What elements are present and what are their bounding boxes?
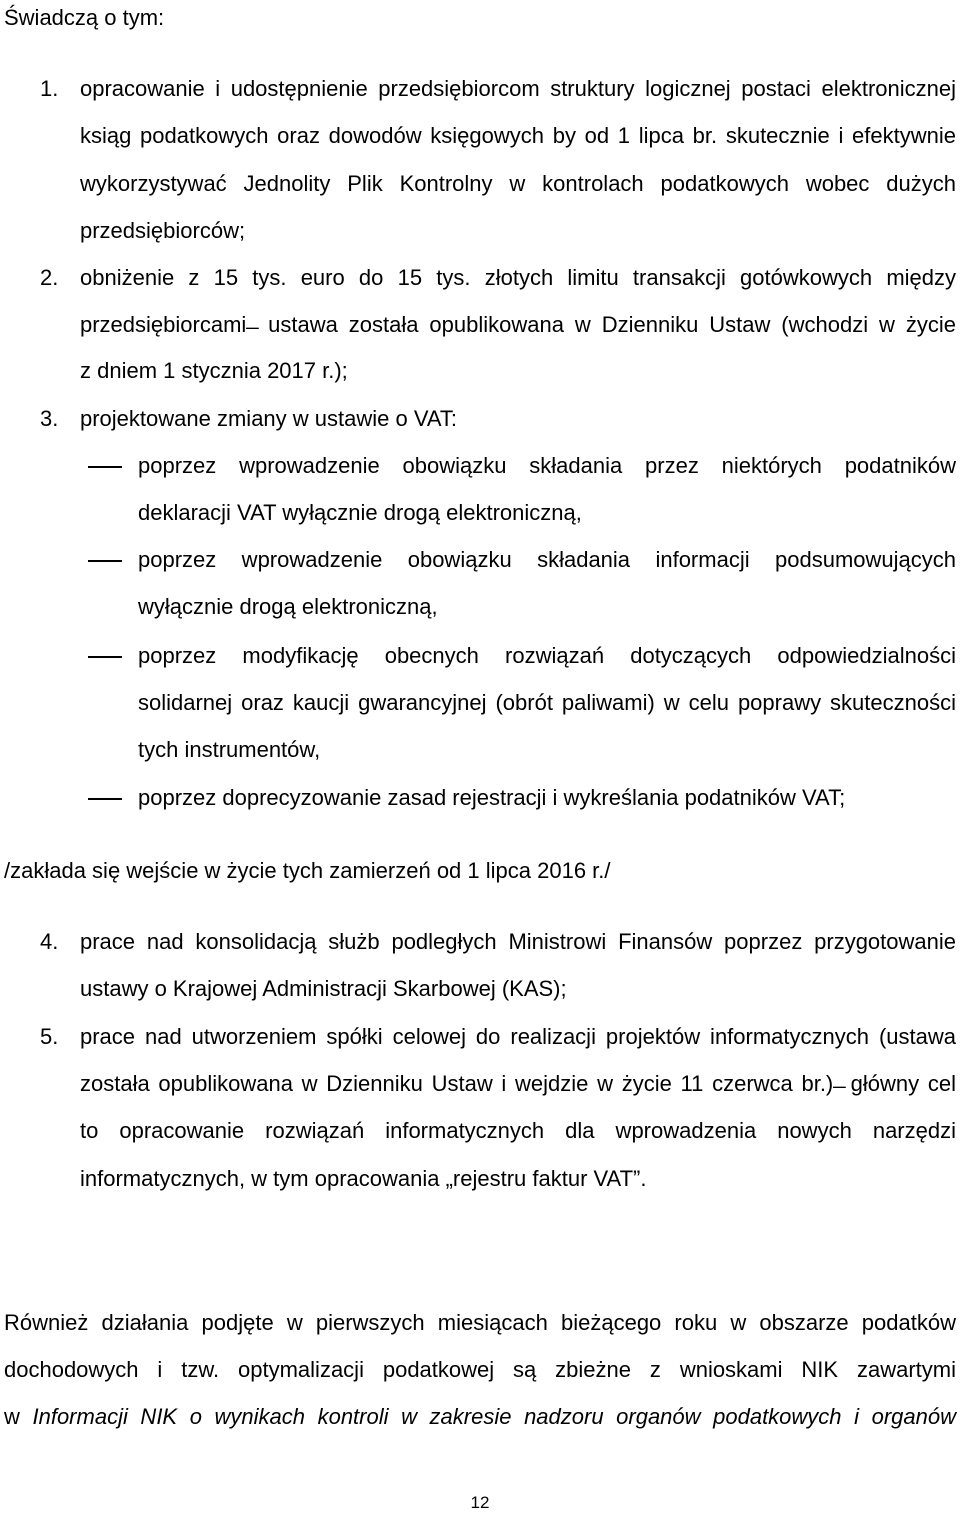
item-5-line-4: informatycznych, w tym opracowania „rejestru faktur VAT”. <box>80 1166 647 1191</box>
item-1-line-4: przedsiębiorców; <box>80 218 246 243</box>
item-3-bullet-3-line-2: solidarnej oraz kaucji gwarancyjnej (obrót paliwami) w celu poprawy skuteczności <box>138 690 956 715</box>
item-3-bullet-3-line-3: tych instrumentów, <box>138 737 321 762</box>
item-2-line-3: z dniem 1 stycznia 2017 r.); <box>80 358 348 383</box>
page-number: 12 <box>470 1493 490 1512</box>
closing-paragraph-line-3 <box>4 1404 956 1430</box>
item-3-bullet-1-line-2: deklaracji VAT wyłącznie drogą elektroniczną, <box>138 500 582 525</box>
item-5-line-2: została opublikowana w Dzienniku Ustaw i wejdzie w życie 11 czerwca br.) ̶ główny cel <box>80 1071 956 1096</box>
item-2-number: 2. <box>40 265 59 290</box>
report-title-italic: Informacji NIK o wynikach kontroli w zakresie nadzoru organów podatkowych i organów <box>32 1404 956 1429</box>
item-4-number: 4. <box>40 929 59 954</box>
item-5-line-3: to opracowanie rozwiązań informatycznych dla wprowadzenia nowych narzędzi <box>80 1118 956 1143</box>
item-1-line-2: ksiąg podatkowych oraz dowodów księgowych by od 1 lipca br. skutecznie i efektywnie <box>80 123 956 148</box>
bullet-dash <box>88 656 122 658</box>
item-1-number: 1. <box>40 76 59 101</box>
item-3-number: 3. <box>40 406 59 431</box>
bullet-dash <box>88 798 122 800</box>
item-5-line-1: prace nad utworzeniem spółki celowej do realizacji projektów informatycznych (ustawa <box>80 1024 956 1049</box>
item-1-line-1: opracowanie i udostępnienie przedsiębiorcom struktury logicznej postaci elektronicznej <box>80 76 956 101</box>
item-5-number: 5. <box>40 1024 59 1049</box>
item-3-lead: projektowane zmiany w ustawie o VAT: <box>80 406 458 431</box>
item-1-line-3: wykorzystywać Jednolity Plik Kontrolny w kontrolach podatkowych wobec dużych <box>80 171 956 196</box>
item-3-bullet-2-line-1: poprzez wprowadzenie obowiązku składania informacji podsumowujących <box>138 547 956 572</box>
item-4-line-1: prace nad konsolidacją służb podległych Ministrowi Finansów poprzez przygotowanie <box>80 929 956 954</box>
intro-text: Świadczą o tym: <box>4 5 165 30</box>
effective-date-note: /zakłada się wejście w życie tych zamierzeń od 1 lipca 2016 r./ <box>4 858 611 883</box>
item-3-bullet-4-line-1: poprzez doprecyzowanie zasad rejestracji i wykreślania podatników VAT; <box>138 785 846 810</box>
item-3-bullet-2-line-2: wyłącznie drogą elektroniczną, <box>138 594 438 619</box>
closing-line-3-prefix: w <box>4 1404 20 1429</box>
item-2-line-1: obniżenie z 15 tys. euro do 15 tys. złotych limitu transakcji gotówkowych między <box>80 265 956 290</box>
item-3-bullet-1-line-1: poprzez wprowadzenie obowiązku składania przez niektórych podatników <box>138 453 956 478</box>
closing-paragraph-line-2: dochodowych i tzw. optymalizacji podatkowej są zbieżne z wnioskami NIK zawartymi <box>4 1357 956 1382</box>
item-3-bullet-3-line-1: poprzez modyfikację obecnych rozwiązań dotyczących odpowiedzialności <box>138 643 956 668</box>
item-4-line-2: ustawy o Krajowej Administracji Skarbowej (KAS); <box>80 976 567 1001</box>
item-2-line-2: przedsiębiorcami ̶ ustawa została opublikowana w Dzienniku Ustaw (wchodzi w życie <box>80 312 956 337</box>
closing-paragraph-line-1: Również działania podjęte w pierwszych miesiącach bieżącego roku w obszarze podatków <box>4 1310 956 1335</box>
bullet-dash <box>88 560 122 562</box>
bullet-dash <box>88 466 122 468</box>
